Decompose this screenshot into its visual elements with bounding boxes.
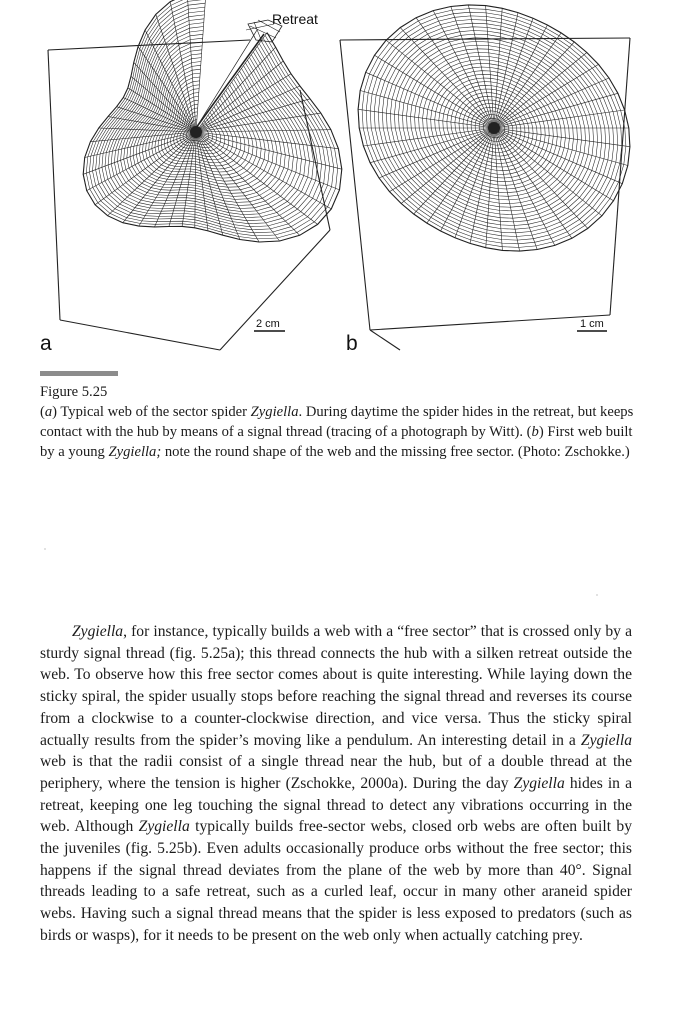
italic-text: Zygiella; (108, 444, 162, 460)
figure-title: Figure 5.25 (40, 384, 108, 400)
figure-rule (40, 371, 118, 376)
italic-text: Zygiella (250, 404, 299, 420)
italic-text: a (44, 404, 53, 420)
retreat-label: Retreat (272, 11, 318, 27)
text-run: typically builds free-sector webs, closed orb webs are often built by the juveniles (fig. 5.25b). Even adults occasionally produce orbs without the free sector; this happens if the signal thread deviates from the plane of the web by more than 40°. Signal threads leading to a safe retreat, such as a curled leaf, occur in many other araneid spider webs. Having such a signal thread means that the spider is less exposed to predators (such as birds or wasps), for it needs to be present on the web only when actually catching prey. (40, 818, 632, 944)
scan-speck (44, 548, 46, 550)
text-run: . During daytime the spider hides in the retreat, but keeps contact with the hub by means of a signal thread (tracing of a photograph by Witt). ( (40, 404, 634, 440)
figure-caption (40, 382, 640, 462)
caption-text (40, 404, 633, 460)
text-run: note the round shape of the web and the missing free sector. (Photo: Zschokke.) (161, 444, 630, 460)
panel-a-letter: a (40, 332, 52, 355)
text-run: ) First web built by a young (40, 424, 633, 460)
scale-label-a: 2 cm (256, 318, 280, 330)
panel-b-letter: b (346, 332, 358, 355)
italic-text: b (531, 424, 539, 440)
scan-speck (596, 594, 598, 596)
web-drawing-b (340, 5, 630, 350)
italic-text: Zygiella (72, 623, 124, 640)
text-run: hides in a retreat, keeping one leg touching the signal thread to detect any vibrations occurring in the web. Although (40, 774, 632, 836)
paragraph-text (40, 623, 632, 944)
figure-5-25 (0, 0, 677, 360)
italic-text: Zygiella (138, 818, 190, 836)
web-drawing-a (48, 0, 342, 350)
text-run: web is that the radii consist of a single thread near the hub, but of a double thread at the periphery, where the tension is higher (Zschokke, 2000a). During the day (40, 753, 632, 792)
body-paragraph (40, 621, 632, 947)
scale-label-b: 1 cm (580, 318, 604, 330)
text-run: ) Typical web of the sector spider (52, 404, 251, 420)
italic-text: Zygiella (580, 731, 632, 749)
text-run: ( (40, 404, 45, 420)
italic-text: Zygiella (513, 774, 565, 792)
text-run: , for instance, typically builds a web with a “free sector” that is crossed only by a sturdy signal thread (fig. 5.25a); this thread connects the hub with a silken retreat outside the web. To observe how this free sector comes about is quite interesting. While laying down the sticky spiral, the spider usually stops before reaching the signal thread and reverses its course from a clockwise to a counter-clockwise direction, and vice versa. Thus the sticky spiral actually results from the spider’s moving like a pendulum. An interesting detail in a (40, 623, 632, 749)
